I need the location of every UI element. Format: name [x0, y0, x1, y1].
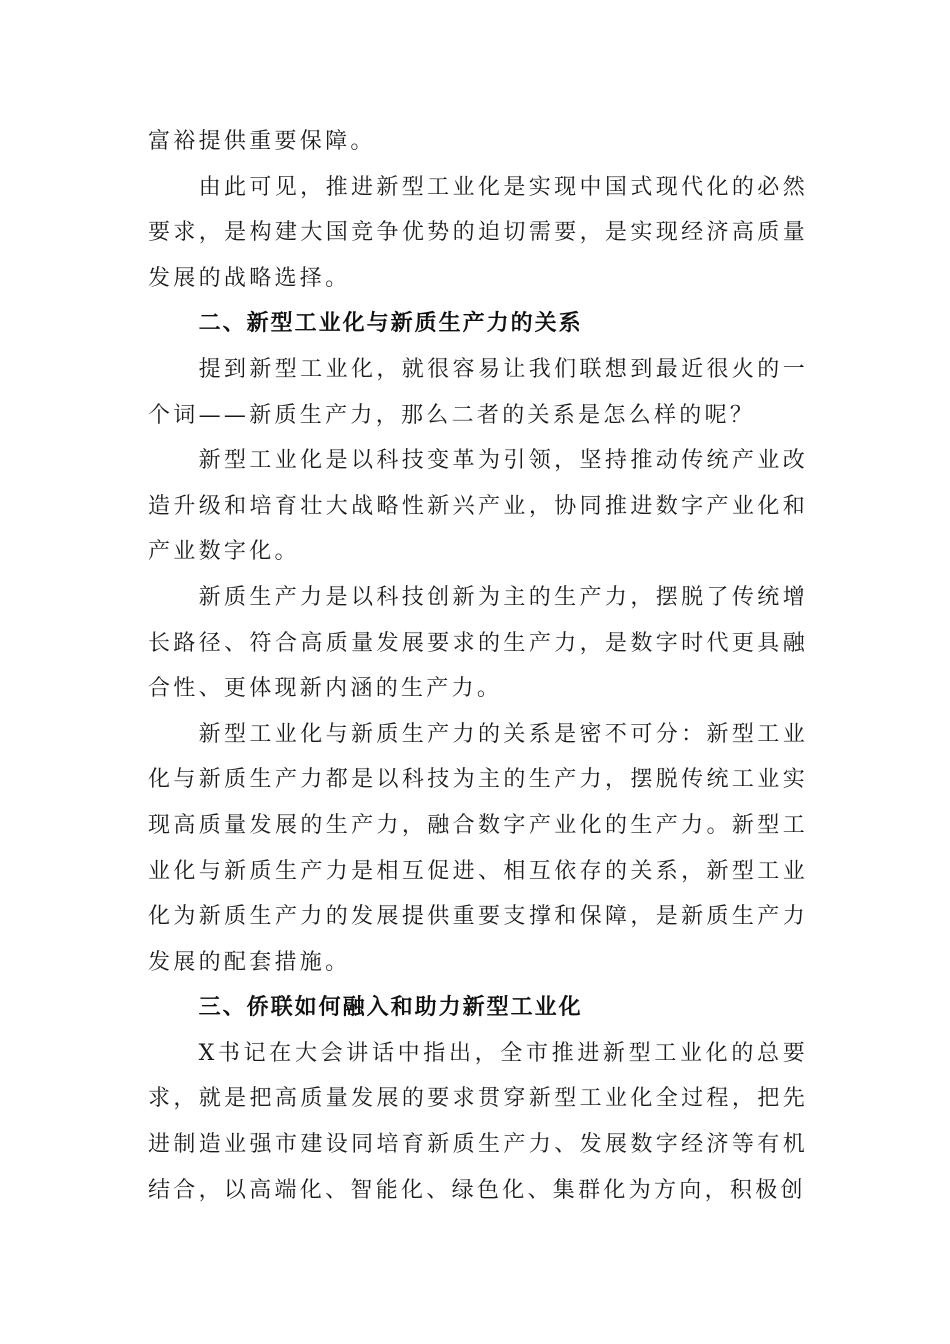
section-heading-3: 三、侨联如何融入和助力新型工业化	[198, 995, 583, 1021]
paragraph-7: X书记在大会讲话中指出，全市推进新型工业化的总要求，就是把高质量发展的要求贯穿新型工业化全过程，把先进制造业强市建设同培育新质生产力、发展数字经济等有机结合，以高端化、智能化、绿色化、集群化为方向，积极创	[148, 1040, 808, 1203]
paragraph-3: 提到新型工业化，就很容易让我们联想到最近很火的一个词——新质生产力，那么二者的关系是怎么样的呢？	[148, 356, 808, 428]
paragraph-1: 富裕提供重要保障。	[148, 129, 376, 154]
paragraph-5: 新质生产力是以科技创新为主的生产力，摆脱了传统增长路径、符合高质量发展要求的生产力，是数字时代更具融合性、更体现新内涵的生产力。	[148, 584, 808, 702]
paragraph-6: 新型工业化与新质生产力的关系是密不可分：新型工业化与新质生产力都是以科技为主的生产力，摆脱传统工业实现高质量发展的生产力，融合数字产业化的生产力。新型工业化与新质生产力是相互促进、相互依存的关系，新型工业化为新质生产力的发展提供重要支撑和保障，是新质生产力发展的配套措施。	[148, 721, 808, 975]
document-body	[148, 119, 808, 1213]
paragraph-4: 新型工业化是以科技变革为引领，坚持推动传统产业改造升级和培育壮大战略性新兴产业，协同推进数字产业化和产业数字化。	[148, 448, 808, 565]
paragraph-2: 由此可见，推进新型工业化是实现中国式现代化的必然要求，是构建大国竞争优势的迫切需要，是实现经济高质量发展的战略选择。	[148, 174, 808, 291]
section-heading-2: 二、新型工业化与新质生产力的关系	[198, 311, 583, 337]
